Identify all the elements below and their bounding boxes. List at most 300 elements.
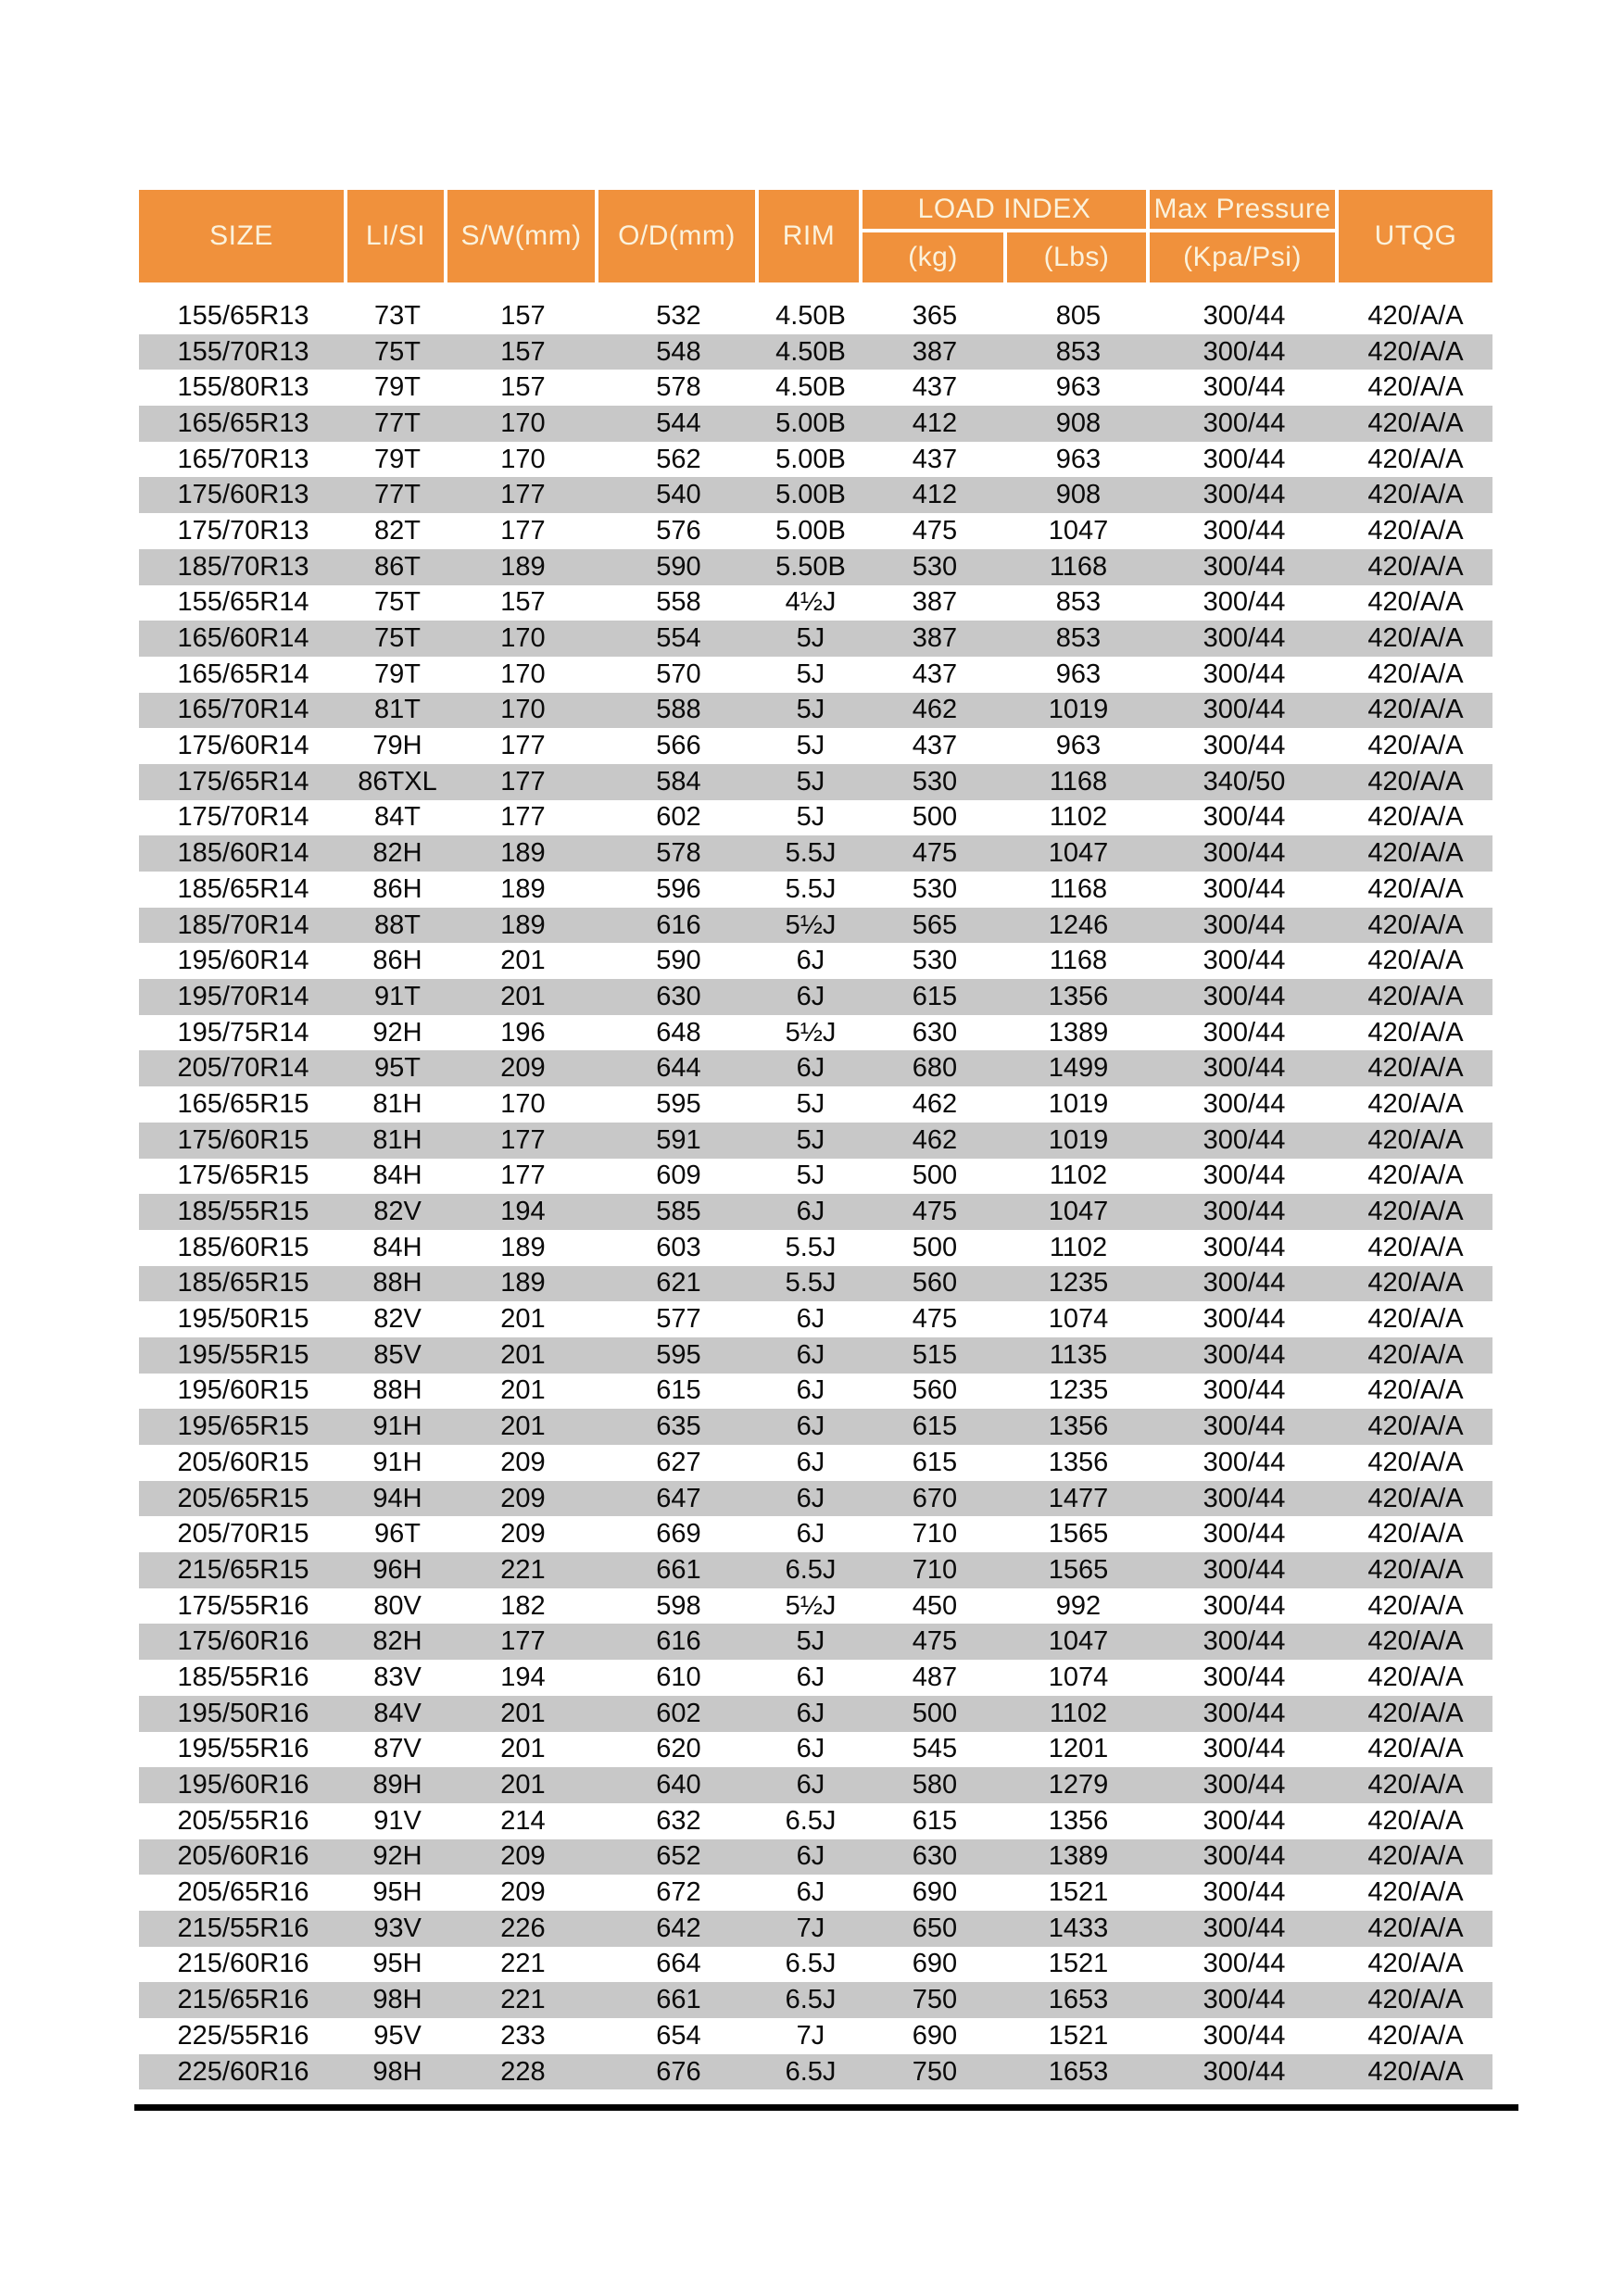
cell-size: 185/60R15 xyxy=(177,1232,309,1262)
cell-od: 558 xyxy=(656,587,701,618)
cell-utqg: 420/A/A xyxy=(1367,1088,1464,1119)
cell-rim: 6J xyxy=(796,1841,825,1872)
table-row xyxy=(139,1947,1492,1983)
cell-sw: 201 xyxy=(500,1770,546,1800)
cell-pressure: 300/44 xyxy=(1203,910,1286,940)
cell-rim: 5.5J xyxy=(785,1268,837,1299)
cell-kg: 710 xyxy=(912,1554,958,1585)
table-row xyxy=(139,1015,1492,1051)
cell-lisi: 85V xyxy=(373,1339,422,1370)
cell-od: 590 xyxy=(656,946,701,976)
cell-size: 175/60R16 xyxy=(177,1626,309,1657)
table-row xyxy=(139,872,1492,908)
cell-lisi: 94H xyxy=(372,1483,422,1513)
cell-pressure: 300/44 xyxy=(1203,1447,1286,1477)
cell-lbs: 1389 xyxy=(1048,1017,1109,1048)
header-load-index-subrow xyxy=(863,232,1146,282)
cell-kg: 530 xyxy=(912,551,958,582)
cell-size: 175/60R13 xyxy=(177,480,309,510)
cell-sw: 182 xyxy=(500,1590,546,1621)
cell-lisi: 86TXL xyxy=(358,766,437,797)
cell-rim: 5J xyxy=(796,731,825,761)
cell-rim: 5.50B xyxy=(775,551,846,582)
cell-lisi: 88T xyxy=(374,910,421,940)
cell-lbs: 1047 xyxy=(1048,838,1109,869)
cell-rim: 6J xyxy=(796,946,825,976)
table-row xyxy=(139,1301,1492,1337)
cell-lisi: 79T xyxy=(374,372,421,403)
cell-size: 215/65R15 xyxy=(177,1554,309,1585)
cell-sw: 209 xyxy=(500,1447,546,1477)
cell-pressure: 300/44 xyxy=(1203,2020,1286,2051)
cell-sw: 157 xyxy=(500,587,546,618)
cell-od: 664 xyxy=(656,1949,701,1979)
cell-od: 584 xyxy=(656,766,701,797)
table-row xyxy=(139,657,1492,693)
cell-lbs: 1168 xyxy=(1049,766,1108,797)
table-row xyxy=(139,1767,1492,1803)
cell-rim: 7J xyxy=(796,1913,825,1943)
cell-lbs: 1356 xyxy=(1048,981,1109,1011)
cell-sw: 233 xyxy=(500,2020,546,2051)
cell-utqg: 420/A/A xyxy=(1367,1447,1464,1477)
cell-kg: 475 xyxy=(912,1626,958,1657)
cell-pressure: 300/44 xyxy=(1203,372,1286,403)
cell-pressure: 300/44 xyxy=(1203,731,1286,761)
cell-sw: 194 xyxy=(500,1197,546,1227)
cell-rim: 6J xyxy=(796,1519,825,1549)
cell-utqg: 420/A/A xyxy=(1367,910,1464,940)
cell-lisi: 86H xyxy=(372,873,422,904)
cell-sw: 221 xyxy=(500,1554,546,1585)
cell-sw: 189 xyxy=(500,1232,546,1262)
cell-sw: 177 xyxy=(500,515,546,546)
cell-sw: 221 xyxy=(500,1985,546,2015)
cell-kg: 387 xyxy=(912,587,958,618)
cell-utqg: 420/A/A xyxy=(1367,2020,1464,2051)
cell-utqg: 420/A/A xyxy=(1367,1519,1464,1549)
cell-rim: 4½J xyxy=(785,587,837,618)
cell-lbs: 1477 xyxy=(1048,1483,1109,1513)
cell-lisi: 82V xyxy=(373,1197,422,1227)
cell-rim: 6J xyxy=(796,1662,825,1692)
cell-sw: 201 xyxy=(500,1339,546,1370)
cell-rim: 5J xyxy=(796,659,825,689)
cell-utqg: 420/A/A xyxy=(1367,1053,1464,1084)
cell-pressure: 300/44 xyxy=(1203,1088,1286,1119)
cell-rim: 5J xyxy=(796,695,825,725)
cell-size: 195/60R16 xyxy=(177,1770,309,1800)
cell-rim: 6J xyxy=(796,981,825,1011)
cell-kg: 750 xyxy=(912,2056,958,2087)
header-rim: RIM xyxy=(759,190,859,282)
cell-size: 185/55R16 xyxy=(177,1662,309,1692)
cell-size: 205/60R16 xyxy=(177,1841,309,1872)
table-row xyxy=(139,1696,1492,1732)
cell-lisi: 81T xyxy=(374,695,421,725)
cell-pressure: 300/44 xyxy=(1203,1734,1286,1764)
cell-sw: 201 xyxy=(500,1375,546,1406)
table-row xyxy=(139,1123,1492,1159)
table-row xyxy=(139,406,1492,442)
cell-lisi: 93V xyxy=(373,1913,422,1943)
cell-kg: 565 xyxy=(912,910,958,940)
cell-size: 205/55R16 xyxy=(177,1805,309,1836)
cell-rim: 6J xyxy=(796,1770,825,1800)
cell-rim: 6J xyxy=(796,1339,825,1370)
cell-size: 165/70R13 xyxy=(177,444,309,474)
cell-pressure: 300/44 xyxy=(1203,1949,1286,1979)
cell-kg: 475 xyxy=(912,1304,958,1335)
cell-od: 616 xyxy=(656,1626,701,1657)
cell-pressure: 300/44 xyxy=(1203,1161,1286,1191)
header-load-index: LOAD INDEX xyxy=(863,190,1146,229)
cell-lisi: 91T xyxy=(374,981,421,1011)
cell-kg: 630 xyxy=(912,1841,958,1872)
cell-rim: 6J xyxy=(796,1053,825,1084)
cell-rim: 5.00B xyxy=(775,480,846,510)
table-row xyxy=(139,1875,1492,1911)
cell-rim: 5.00B xyxy=(775,515,846,546)
cell-rim: 5J xyxy=(796,623,825,654)
cell-pressure: 300/44 xyxy=(1203,1483,1286,1513)
cell-od: 642 xyxy=(656,1913,701,1943)
cell-sw: 170 xyxy=(500,659,546,689)
cell-kg: 412 xyxy=(912,408,958,438)
cell-lbs: 1074 xyxy=(1048,1662,1109,1692)
cell-od: 620 xyxy=(656,1734,701,1764)
cell-od: 595 xyxy=(656,1339,701,1370)
cell-od: 540 xyxy=(656,480,701,510)
cell-size: 175/60R14 xyxy=(177,731,309,761)
cell-pressure: 300/44 xyxy=(1203,1017,1286,1048)
cell-kg: 437 xyxy=(912,731,958,761)
cell-od: 548 xyxy=(656,336,701,367)
cell-lisi: 83V xyxy=(373,1662,422,1692)
cell-utqg: 420/A/A xyxy=(1367,1770,1464,1800)
cell-pressure: 300/44 xyxy=(1203,1411,1286,1442)
table-row xyxy=(139,1732,1492,1768)
cell-size: 225/60R16 xyxy=(177,2056,309,2087)
cell-utqg: 420/A/A xyxy=(1367,695,1464,725)
header-sw: S/W(mm) xyxy=(447,190,595,282)
cell-size: 205/65R16 xyxy=(177,1877,309,1908)
cell-rim: 5.00B xyxy=(775,444,846,474)
cell-utqg: 420/A/A xyxy=(1367,946,1464,976)
cell-lisi: 82H xyxy=(372,1626,422,1657)
cell-lisi: 84H xyxy=(372,1232,422,1262)
cell-kg: 387 xyxy=(912,336,958,367)
header-kg: (kg) xyxy=(863,232,1003,282)
cell-sw: 201 xyxy=(500,1304,546,1335)
cell-size: 185/65R14 xyxy=(177,873,309,904)
cell-lbs: 1565 xyxy=(1048,1519,1109,1549)
cell-rim: 5J xyxy=(796,1124,825,1155)
cell-sw: 189 xyxy=(500,1268,546,1299)
cell-pressure: 300/44 xyxy=(1203,873,1286,904)
table-row xyxy=(139,800,1492,836)
cell-utqg: 420/A/A xyxy=(1367,1554,1464,1585)
cell-kg: 500 xyxy=(912,1232,958,1262)
cell-size: 175/60R15 xyxy=(177,1124,309,1155)
cell-size: 165/70R14 xyxy=(177,695,309,725)
cell-kg: 515 xyxy=(912,1339,958,1370)
cell-rim: 6J xyxy=(796,1447,825,1477)
cell-kg: 462 xyxy=(912,695,958,725)
cell-pressure: 300/44 xyxy=(1203,1877,1286,1908)
cell-lbs: 1433 xyxy=(1048,1913,1109,1943)
cell-kg: 630 xyxy=(912,1017,958,1048)
cell-utqg: 420/A/A xyxy=(1367,1913,1464,1943)
cell-lbs: 908 xyxy=(1055,480,1102,510)
cell-lbs: 1356 xyxy=(1048,1805,1109,1836)
table-row xyxy=(139,908,1492,944)
cell-lisi: 82V xyxy=(373,1304,422,1335)
cell-utqg: 420/A/A xyxy=(1367,659,1464,689)
cell-utqg: 420/A/A xyxy=(1367,1483,1464,1513)
cell-utqg: 420/A/A xyxy=(1367,587,1464,618)
cell-rim: 7J xyxy=(796,2020,825,2051)
cell-size: 175/55R16 xyxy=(177,1590,309,1621)
header-utqg: UTQG xyxy=(1339,190,1492,282)
cell-pressure: 300/44 xyxy=(1203,551,1286,582)
cell-kg: 412 xyxy=(912,480,958,510)
cell-od: 578 xyxy=(656,372,701,403)
cell-pressure: 300/44 xyxy=(1203,946,1286,976)
cell-kg: 615 xyxy=(912,981,958,1011)
cell-rim: 6J xyxy=(796,1375,825,1406)
cell-pressure: 340/50 xyxy=(1203,766,1286,797)
table-row xyxy=(139,370,1492,406)
cell-od: 615 xyxy=(656,1375,701,1406)
cell-lbs: 1168 xyxy=(1049,873,1108,904)
table-row xyxy=(139,2018,1492,2054)
cell-pressure: 300/44 xyxy=(1203,659,1286,689)
cell-lisi: 84V xyxy=(373,1698,422,1728)
cell-size: 175/65R14 xyxy=(177,766,309,797)
cell-size: 195/60R14 xyxy=(177,946,309,976)
table-row xyxy=(139,1803,1492,1839)
cell-lisi: 89H xyxy=(372,1770,422,1800)
cell-lbs: 1653 xyxy=(1048,1985,1109,2015)
cell-sw: 209 xyxy=(500,1841,546,1872)
cell-lbs: 1565 xyxy=(1048,1554,1109,1585)
cell-sw: 170 xyxy=(500,444,546,474)
cell-od: 621 xyxy=(656,1268,701,1299)
cell-od: 562 xyxy=(656,444,701,474)
cell-size: 155/65R13 xyxy=(177,300,309,331)
cell-size: 215/55R16 xyxy=(177,1913,309,1943)
cell-rim: 6J xyxy=(796,1304,825,1335)
table-row xyxy=(139,1194,1492,1230)
table-row xyxy=(139,943,1492,979)
cell-lisi: 95V xyxy=(373,2020,422,2051)
header-max-pressure: Max Pressure xyxy=(1150,190,1335,229)
cell-od: 676 xyxy=(656,2056,701,2087)
cell-lisi: 79T xyxy=(374,444,421,474)
cell-lbs: 1102 xyxy=(1049,1232,1108,1262)
cell-lisi: 96T xyxy=(374,1519,421,1549)
cell-utqg: 420/A/A xyxy=(1367,623,1464,654)
cell-utqg: 420/A/A xyxy=(1367,873,1464,904)
cell-rim: 6.5J xyxy=(785,1985,837,2015)
cell-kg: 615 xyxy=(912,1805,958,1836)
cell-lbs: 1135 xyxy=(1049,1339,1108,1370)
cell-rim: 6.5J xyxy=(785,2056,837,2087)
cell-utqg: 420/A/A xyxy=(1367,2056,1464,2087)
cell-size: 165/65R15 xyxy=(177,1088,309,1119)
header-size: SIZE xyxy=(139,190,344,282)
cell-sw: 189 xyxy=(500,838,546,869)
cell-lisi: 92H xyxy=(372,1841,422,1872)
cell-od: 644 xyxy=(656,1053,701,1084)
cell-pressure: 300/44 xyxy=(1203,838,1286,869)
cell-lisi: 73T xyxy=(374,300,421,331)
cell-lbs: 805 xyxy=(1055,300,1102,331)
cell-pressure: 300/44 xyxy=(1203,1124,1286,1155)
table-row xyxy=(139,764,1492,800)
cell-od: 647 xyxy=(656,1483,701,1513)
cell-size: 205/70R15 xyxy=(177,1519,309,1549)
table-row xyxy=(139,621,1492,657)
cell-pressure: 300/44 xyxy=(1203,408,1286,438)
table-row xyxy=(139,1374,1492,1410)
cell-sw: 177 xyxy=(500,480,546,510)
cell-pressure: 300/44 xyxy=(1203,1268,1286,1299)
cell-size: 215/65R16 xyxy=(177,1985,309,2015)
cell-lbs: 1019 xyxy=(1048,1088,1109,1119)
cell-kg: 530 xyxy=(912,766,958,797)
cell-utqg: 420/A/A xyxy=(1367,515,1464,546)
cell-pressure: 300/44 xyxy=(1203,1339,1286,1370)
cell-utqg: 420/A/A xyxy=(1367,336,1464,367)
cell-od: 554 xyxy=(656,623,701,654)
cell-kg: 450 xyxy=(912,1590,958,1621)
cell-rim: 4.50B xyxy=(775,336,846,367)
cell-sw: 157 xyxy=(500,372,546,403)
cell-od: 591 xyxy=(656,1124,701,1155)
cell-kg: 475 xyxy=(912,515,958,546)
cell-pressure: 300/44 xyxy=(1203,1197,1286,1227)
cell-size: 205/60R15 xyxy=(177,1447,309,1477)
cell-lbs: 908 xyxy=(1055,408,1102,438)
cell-lisi: 79T xyxy=(374,659,421,689)
cell-lbs: 1102 xyxy=(1049,1698,1108,1728)
table-row xyxy=(139,979,1492,1015)
table-row xyxy=(139,1445,1492,1481)
cell-size: 195/50R15 xyxy=(177,1304,309,1335)
cell-utqg: 420/A/A xyxy=(1367,766,1464,797)
cell-kg: 690 xyxy=(912,2020,958,2051)
cell-lisi: 86H xyxy=(372,946,422,976)
cell-sw: 194 xyxy=(500,1662,546,1692)
table-row xyxy=(139,1982,1492,2018)
table-row xyxy=(139,1050,1492,1086)
cell-utqg: 420/A/A xyxy=(1367,1375,1464,1406)
cell-od: 598 xyxy=(656,1590,701,1621)
cell-size: 175/70R14 xyxy=(177,802,309,833)
cell-sw: 201 xyxy=(500,1698,546,1728)
cell-lbs: 1019 xyxy=(1048,1124,1109,1155)
cell-lbs: 1653 xyxy=(1048,2056,1109,2087)
cell-lisi: 98H xyxy=(372,2056,422,2087)
cell-utqg: 420/A/A xyxy=(1367,300,1464,331)
table-header xyxy=(139,190,1492,282)
cell-kg: 530 xyxy=(912,946,958,976)
cell-pressure: 300/44 xyxy=(1203,1304,1286,1335)
cell-lisi: 77T xyxy=(374,408,421,438)
cell-size: 185/55R15 xyxy=(177,1197,309,1227)
cell-lisi: 95H xyxy=(372,1949,422,1979)
cell-rim: 5J xyxy=(796,1088,825,1119)
cell-sw: 177 xyxy=(500,802,546,833)
cell-kg: 580 xyxy=(912,1770,958,1800)
cell-sw: 209 xyxy=(500,1483,546,1513)
cell-pressure: 300/44 xyxy=(1203,802,1286,833)
cell-utqg: 420/A/A xyxy=(1367,551,1464,582)
cell-kg: 500 xyxy=(912,1161,958,1191)
cell-kg: 437 xyxy=(912,444,958,474)
cell-rim: 4.50B xyxy=(775,372,846,403)
cell-lisi: 98H xyxy=(372,1985,422,2015)
cell-pressure: 300/44 xyxy=(1203,515,1286,546)
cell-size: 225/55R16 xyxy=(177,2020,309,2051)
cell-lbs: 1102 xyxy=(1049,802,1108,833)
cell-kg: 560 xyxy=(912,1375,958,1406)
cell-size: 155/80R13 xyxy=(177,372,309,403)
cell-lbs: 1521 xyxy=(1048,1949,1109,1979)
table-row xyxy=(139,2054,1492,2090)
cell-od: 544 xyxy=(656,408,701,438)
cell-od: 627 xyxy=(656,1447,701,1477)
cell-lisi: 87V xyxy=(373,1734,422,1764)
cell-lbs: 992 xyxy=(1055,1590,1102,1621)
cell-size: 165/65R14 xyxy=(177,659,309,689)
cell-kg: 710 xyxy=(912,1519,958,1549)
table-row xyxy=(139,1266,1492,1302)
cell-sw: 170 xyxy=(500,1088,546,1119)
cell-lbs: 1102 xyxy=(1049,1161,1108,1191)
cell-kg: 690 xyxy=(912,1949,958,1979)
cell-lbs: 1246 xyxy=(1048,910,1109,940)
cell-sw: 177 xyxy=(500,731,546,761)
cell-pressure: 300/44 xyxy=(1203,1626,1286,1657)
cell-pressure: 300/44 xyxy=(1203,1053,1286,1084)
cell-kg: 615 xyxy=(912,1411,958,1442)
cell-size: 195/50R16 xyxy=(177,1698,309,1728)
cell-od: 577 xyxy=(656,1304,701,1335)
table-row xyxy=(139,549,1492,585)
cell-utqg: 420/A/A xyxy=(1367,1877,1464,1908)
bottom-rule xyxy=(134,2104,1518,2111)
cell-utqg: 420/A/A xyxy=(1367,1268,1464,1299)
cell-size: 155/70R13 xyxy=(177,336,309,367)
cell-kg: 437 xyxy=(912,372,958,403)
table-row xyxy=(139,1911,1492,1947)
cell-lisi: 81H xyxy=(372,1088,422,1119)
cell-lbs: 1047 xyxy=(1048,515,1109,546)
cell-lisi: 91V xyxy=(373,1805,422,1836)
table-row xyxy=(139,1588,1492,1625)
cell-lisi: 95H xyxy=(372,1877,422,1908)
cell-pressure: 300/44 xyxy=(1203,1554,1286,1585)
cell-sw: 177 xyxy=(500,1124,546,1155)
cell-kg: 670 xyxy=(912,1483,958,1513)
table-row xyxy=(139,442,1492,478)
table-row xyxy=(139,1481,1492,1517)
cell-sw: 196 xyxy=(500,1017,546,1048)
cell-od: 590 xyxy=(656,551,701,582)
